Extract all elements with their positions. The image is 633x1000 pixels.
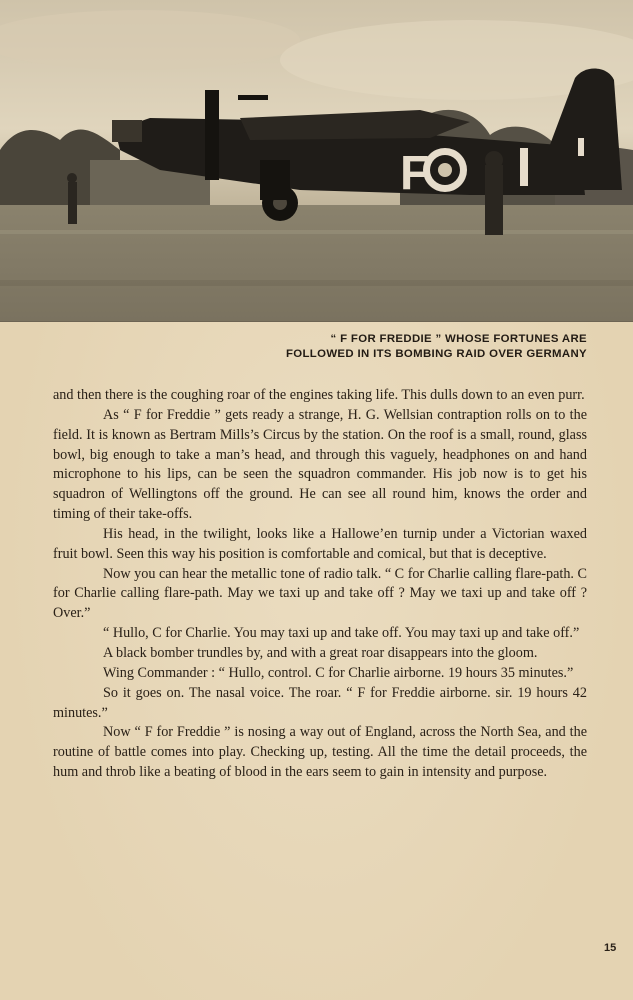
body-text: [53, 386, 587, 783]
paragraph: “ Hullo, C for Charlie. You may taxi up and take off. You may taxi up and take off.”: [103, 625, 580, 642]
photo-illustration: [0, 0, 633, 322]
airfield-grass: [0, 205, 633, 322]
paragraph: and then there is the coughing roar of the engines taking life. This dulls down to an even purr.: [53, 387, 585, 403]
aircraft-photograph: [0, 0, 633, 322]
page-number: 15: [604, 942, 617, 954]
squadron-letter: F: [400, 147, 430, 200]
photo-caption: [200, 332, 587, 362]
caption-line-2: FOLLOWED IN ITS BOMBING RAID OVER GERMANY: [285, 348, 587, 360]
paragraph: So it goes on. The nasal voice. The roar. “ F for Freddie airborne. sir. 19 hours 42 minutes.”: [53, 684, 587, 721]
caption-line-1: “ F FOR FREDDIE ” WHOSE FORTUNES ARE: [330, 333, 587, 345]
paragraph: Wing Commander : “ Hullo, control. C for Charlie airborne. 19 hours 35 minutes.”: [103, 664, 574, 681]
raf-roundel: [423, 148, 467, 192]
paragraph: As “ F for Freddie ” gets ready a strange, H. G. Wellsian contraption rolls on to the field. It is known as Bertram Mills’s Circus by the station. On the roof is a small, round, glass bowl, big enough to take a man’s head, and through this vaguely, headphones on and hand microphone to his lips, can be seen the squadron commander. His job now is to get his squadron of Wellingtons off the ground. He can see all round him, knows the order and timing of their take-offs.: [53, 406, 587, 523]
paragraph: Now you can hear the metallic tone of radio talk. “ C for Charlie calling flare-path. C for Charlie calling flare-path. May we taxi up and take off ? May we taxi up and take off ? Over.”: [53, 565, 587, 622]
paragraph: His head, in the twilight, looks like a Hallowe’en turnip under a Victorian waxed fruit bowl. Seen this way his position is comfortable and comical, but that is deceptive.: [53, 525, 587, 562]
paragraph: Now “ F for Freddie ” is nosing a way out of England, across the North Sea, and the routine of battle comes into play. Checking up, testing. All the time the detail proceeds, the hum and throb like a beating of blood in the ears seem to gain in intensity and purpose.: [53, 724, 587, 781]
paragraph: A black bomber trundles by, and with a great roar disappears into the gloom.: [103, 644, 538, 661]
